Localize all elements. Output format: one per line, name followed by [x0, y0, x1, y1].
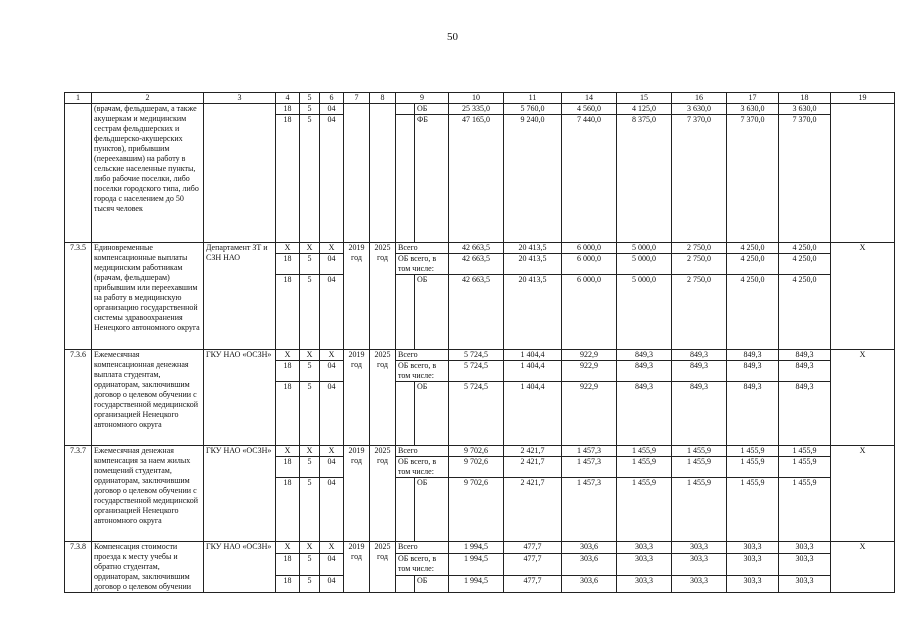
amount-cell: 9 702,6 [449, 457, 504, 478]
table-row [65, 243, 895, 254]
code-cell: 18 [276, 478, 300, 542]
amount-cell: 2 750,0 [672, 275, 727, 350]
code-cell: 5 [300, 553, 320, 575]
amount-cell: 4 250,0 [779, 243, 831, 254]
amount-cell: 2 421,7 [504, 478, 562, 542]
agency-cell: ГКУ НАО «ОСЗН» [204, 542, 276, 593]
code-cell: X [276, 542, 300, 554]
code-cell: 5 [300, 115, 320, 243]
indent-cell [396, 382, 415, 446]
amount-cell: 25 335,0 [449, 104, 504, 115]
code-cell: X [320, 542, 344, 554]
code-cell: X [320, 350, 344, 361]
amount-cell: 849,3 [779, 361, 831, 382]
amount-cell: 9 702,6 [449, 446, 504, 457]
amount-cell: 303,3 [779, 553, 831, 575]
code-cell: 5 [300, 361, 320, 382]
amount-cell: 42 663,5 [449, 275, 504, 350]
code-cell: 04 [320, 382, 344, 446]
code-cell: 18 [276, 576, 300, 593]
amount-cell: 2 421,7 [504, 457, 562, 478]
item-number-cell [65, 104, 92, 243]
amount-cell: 42 663,5 [449, 254, 504, 275]
header-cell: 15 [617, 93, 672, 104]
amount-cell: 303,3 [672, 576, 727, 593]
amount-cell: 303,3 [727, 553, 779, 575]
code-cell: 5 [300, 275, 320, 350]
amount-cell: 303,6 [562, 576, 617, 593]
amount-cell: 7 370,0 [727, 115, 779, 243]
amount-cell: 1 404,4 [504, 382, 562, 446]
header-row [65, 93, 895, 104]
indent-cell [396, 104, 415, 115]
measure-name-cell: Единовременные компенсационные выплаты медицинским работникам (врачам, фельдшерам) прибывшим или переехавшим на работу в медицинскую организацию государственной системы здравоохранения Ненецкого автономного округа [92, 243, 204, 350]
code-cell: X [320, 446, 344, 457]
amount-cell: 20 413,5 [504, 254, 562, 275]
year-end-cell: 2025 год [370, 350, 396, 446]
amount-cell: 5 000,0 [617, 275, 672, 350]
amount-cell: 849,3 [727, 361, 779, 382]
header-cell: 10 [449, 93, 504, 104]
amount-cell: 4 250,0 [727, 254, 779, 275]
note-cell: X [831, 350, 895, 446]
amount-cell: 7 440,0 [562, 115, 617, 243]
amount-cell: 1 994,5 [449, 576, 504, 593]
agency-cell: Департамент ЗТ и СЗН НАО [204, 243, 276, 350]
item-number-cell: 7.3.6 [65, 350, 92, 446]
note-cell: X [831, 446, 895, 542]
amount-cell: 477,7 [504, 553, 562, 575]
amount-cell: 849,3 [617, 382, 672, 446]
amount-cell: 5 724,5 [449, 350, 504, 361]
indent-cell [396, 576, 415, 593]
amount-cell: 477,7 [504, 576, 562, 593]
header-cell: 14 [562, 93, 617, 104]
amount-cell: 5 760,0 [504, 104, 562, 115]
code-cell: 18 [276, 275, 300, 350]
item-number-cell: 7.3.7 [65, 446, 92, 542]
code-cell: 04 [320, 104, 344, 115]
code-cell: X [300, 446, 320, 457]
code-cell: 04 [320, 553, 344, 575]
amount-cell: 3 630,0 [727, 104, 779, 115]
amount-cell: 303,6 [562, 553, 617, 575]
table-row [65, 350, 895, 361]
amount-cell: 303,3 [617, 542, 672, 554]
funding-source-cell: ФБ [415, 115, 449, 243]
amount-cell: 1 457,3 [562, 478, 617, 542]
amount-cell: 5 724,5 [449, 382, 504, 446]
amount-cell: 47 165,0 [449, 115, 504, 243]
amount-cell: 849,3 [727, 350, 779, 361]
funding-source-cell: ОБ [415, 576, 449, 593]
amount-cell: 922,9 [562, 382, 617, 446]
code-cell: X [320, 243, 344, 254]
note-cell [831, 104, 895, 243]
table-row [65, 446, 895, 457]
code-cell: 18 [276, 457, 300, 478]
amount-cell: 1 455,9 [672, 446, 727, 457]
amount-cell: 5 724,5 [449, 361, 504, 382]
amount-cell: 849,3 [727, 382, 779, 446]
amount-cell: 4 250,0 [779, 254, 831, 275]
amount-cell: 8 375,0 [617, 115, 672, 243]
amount-cell: 1 455,9 [779, 457, 831, 478]
funding-source-cell: ОБ [415, 275, 449, 350]
amount-cell: 1 455,9 [727, 457, 779, 478]
code-cell: 5 [300, 254, 320, 275]
amount-cell: 6 000,0 [562, 243, 617, 254]
funding-source-cell: Всего [396, 446, 449, 457]
header-cell: 1 [65, 93, 92, 104]
header-cell: 19 [831, 93, 895, 104]
year-start-cell [344, 104, 370, 243]
code-cell: X [300, 243, 320, 254]
amount-cell: 303,3 [672, 553, 727, 575]
amount-cell: 922,9 [562, 361, 617, 382]
note-cell: X [831, 243, 895, 350]
code-cell: 04 [320, 457, 344, 478]
code-cell: 18 [276, 553, 300, 575]
amount-cell: 5 000,0 [617, 243, 672, 254]
budget-table-body [65, 93, 895, 593]
code-cell: 5 [300, 576, 320, 593]
amount-cell: 849,3 [617, 350, 672, 361]
amount-cell: 849,3 [672, 350, 727, 361]
amount-cell: 2 421,7 [504, 446, 562, 457]
header-cell: 9 [396, 93, 449, 104]
header-cell: 5 [300, 93, 320, 104]
amount-cell: 9 240,0 [504, 115, 562, 243]
amount-cell: 1 455,9 [779, 478, 831, 542]
amount-cell: 1 994,5 [449, 553, 504, 575]
amount-cell: 303,3 [779, 576, 831, 593]
amount-cell: 849,3 [672, 382, 727, 446]
code-cell: 18 [276, 361, 300, 382]
funding-source-cell: ОБ всего, в том числе: [396, 361, 449, 382]
amount-cell: 303,3 [779, 542, 831, 554]
agency-cell: ГКУ НАО «ОСЗН» [204, 446, 276, 542]
code-cell: X [300, 542, 320, 554]
indent-cell [396, 478, 415, 542]
amount-cell: 1 994,5 [449, 542, 504, 554]
amount-cell: 922,9 [562, 350, 617, 361]
amount-cell: 303,3 [617, 553, 672, 575]
agency-cell: ГКУ НАО «ОСЗН» [204, 350, 276, 446]
funding-source-cell: ОБ всего, в том числе: [396, 457, 449, 478]
amount-cell: 4 250,0 [727, 243, 779, 254]
funding-source-cell: Всего [396, 350, 449, 361]
funding-source-cell: ОБ [415, 382, 449, 446]
funding-source-cell: Всего [396, 542, 449, 554]
header-cell: 17 [727, 93, 779, 104]
amount-cell: 20 413,5 [504, 243, 562, 254]
funding-source-cell: ОБ [415, 104, 449, 115]
amount-cell: 849,3 [779, 382, 831, 446]
indent-cell [396, 115, 415, 243]
amount-cell: 1 455,9 [727, 478, 779, 542]
header-cell: 11 [504, 93, 562, 104]
header-cell: 2 [92, 93, 204, 104]
amount-cell: 1 455,9 [617, 457, 672, 478]
code-cell: 04 [320, 254, 344, 275]
code-cell: 04 [320, 275, 344, 350]
amount-cell: 4 250,0 [727, 275, 779, 350]
amount-cell: 6 000,0 [562, 254, 617, 275]
table-row [65, 104, 895, 115]
amount-cell: 1 457,3 [562, 446, 617, 457]
table-row [65, 542, 895, 554]
header-cell: 8 [370, 93, 396, 104]
amount-cell: 1 455,9 [672, 457, 727, 478]
amount-cell: 4 125,0 [617, 104, 672, 115]
measure-name-cell: Ежемесячная компенсационная денежная выплата студентам, ординаторам, заключившим договор о целевом обучении с государственной медицинской организацией Ненецкого автономного округа [92, 350, 204, 446]
code-cell: 18 [276, 382, 300, 446]
code-cell: X [276, 350, 300, 361]
amount-cell: 849,3 [779, 350, 831, 361]
code-cell: 5 [300, 382, 320, 446]
header-cell: 6 [320, 93, 344, 104]
code-cell: X [300, 350, 320, 361]
amount-cell: 1 404,4 [504, 350, 562, 361]
year-start-cell: 2019 год [344, 350, 370, 446]
amount-cell: 4 560,0 [562, 104, 617, 115]
header-cell: 4 [276, 93, 300, 104]
amount-cell: 1 455,9 [672, 478, 727, 542]
amount-cell: 9 702,6 [449, 478, 504, 542]
measure-name-cell: (врачам, фельдшерам, а также акушеркам и медицинским сестрам фельдшерских и фельдшерско-акушерских пунктов), прибывшим (переехавшим) на работу в сельские населенные пункты, либо рабочие поселки, либо поселки городского типа, либо города с населением до 50 тысяч человек [92, 104, 204, 243]
code-cell: 04 [320, 115, 344, 243]
header-cell: 3 [204, 93, 276, 104]
header-cell: 18 [779, 93, 831, 104]
year-end-cell [370, 104, 396, 243]
year-start-cell: 2019 год [344, 542, 370, 593]
code-cell: 5 [300, 104, 320, 115]
amount-cell: 5 000,0 [617, 254, 672, 275]
amount-cell: 7 370,0 [779, 115, 831, 243]
amount-cell: 1 404,4 [504, 361, 562, 382]
page-number: 50 [447, 31, 458, 43]
code-cell: 04 [320, 478, 344, 542]
amount-cell: 1 457,3 [562, 457, 617, 478]
item-number-cell: 7.3.5 [65, 243, 92, 350]
funding-source-cell: ОБ всего, в том числе: [396, 553, 449, 575]
item-number-cell: 7.3.8 [65, 542, 92, 593]
funding-source-cell: ОБ всего, в том числе: [396, 254, 449, 275]
code-cell: X [276, 446, 300, 457]
year-end-cell: 2025 год [370, 542, 396, 593]
budget-table [64, 92, 895, 593]
amount-cell: 2 750,0 [672, 254, 727, 275]
amount-cell: 20 413,5 [504, 275, 562, 350]
amount-cell: 1 455,9 [617, 446, 672, 457]
funding-source-cell: ОБ [415, 478, 449, 542]
amount-cell: 477,7 [504, 542, 562, 554]
amount-cell: 303,3 [672, 542, 727, 554]
note-cell: X [831, 542, 895, 593]
amount-cell: 1 455,9 [617, 478, 672, 542]
code-cell: X [276, 243, 300, 254]
amount-cell: 3 630,0 [672, 104, 727, 115]
code-cell: 5 [300, 478, 320, 542]
amount-cell: 4 250,0 [779, 275, 831, 350]
measure-name-cell: Ежемесячная денежная компенсация за наем жилых помещений студентам, ординаторам, заключившим договор о целевом обучении с государственной медицинской организацией Ненецкого автономного округа [92, 446, 204, 542]
code-cell: 04 [320, 576, 344, 593]
amount-cell: 7 370,0 [672, 115, 727, 243]
code-cell: 04 [320, 361, 344, 382]
year-end-cell: 2025 год [370, 243, 396, 350]
amount-cell: 303,3 [727, 576, 779, 593]
code-cell: 18 [276, 115, 300, 243]
indent-cell [396, 275, 415, 350]
amount-cell: 2 750,0 [672, 243, 727, 254]
amount-cell: 42 663,5 [449, 243, 504, 254]
code-cell: 18 [276, 104, 300, 115]
year-end-cell: 2025 год [370, 446, 396, 542]
funding-source-cell: Всего [396, 243, 449, 254]
code-cell: 5 [300, 457, 320, 478]
amount-cell: 303,6 [562, 542, 617, 554]
header-cell: 7 [344, 93, 370, 104]
measure-name-cell: Компенсация стоимости проезда к месту учебы и обратно студентам, ординаторам, заключившим договор о целевом обучении [92, 542, 204, 593]
code-cell: 18 [276, 254, 300, 275]
budget-table-wrapper [64, 92, 867, 593]
amount-cell: 1 455,9 [727, 446, 779, 457]
amount-cell: 303,3 [617, 576, 672, 593]
year-start-cell: 2019 год [344, 446, 370, 542]
amount-cell: 3 630,0 [779, 104, 831, 115]
amount-cell: 6 000,0 [562, 275, 617, 350]
amount-cell: 1 455,9 [779, 446, 831, 457]
amount-cell: 303,3 [727, 542, 779, 554]
agency-cell [204, 104, 276, 243]
amount-cell: 849,3 [617, 361, 672, 382]
year-start-cell: 2019 год [344, 243, 370, 350]
amount-cell: 849,3 [672, 361, 727, 382]
header-cell: 16 [672, 93, 727, 104]
